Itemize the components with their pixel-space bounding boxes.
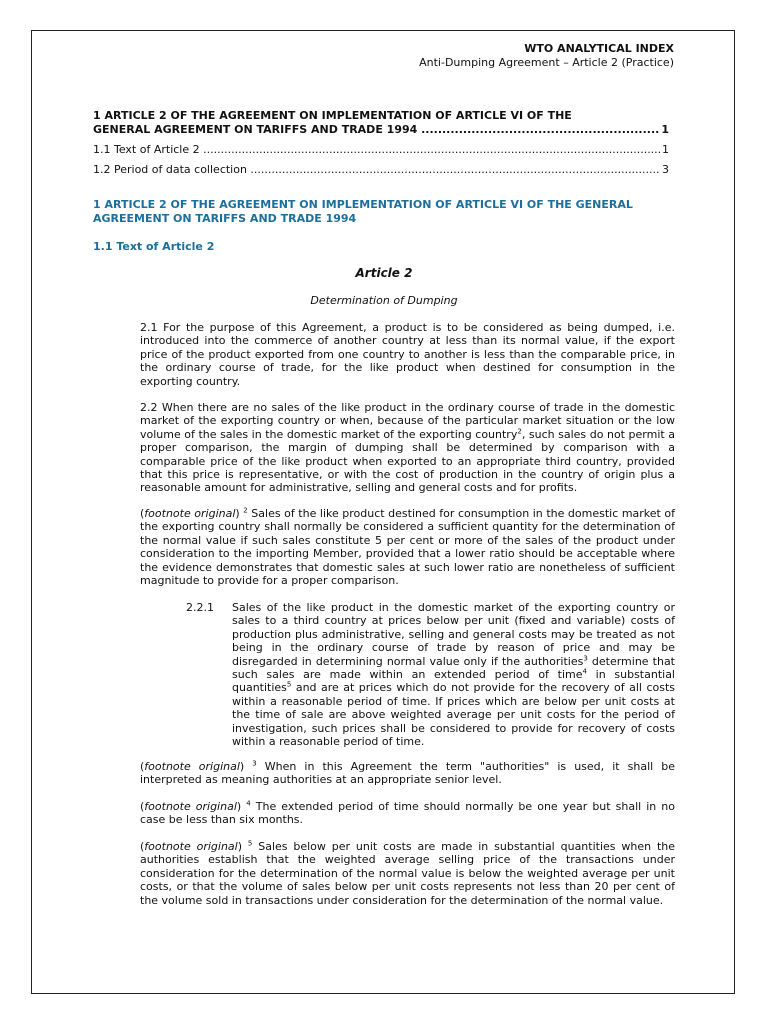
article-subtitle: Determination of Dumping — [310, 294, 458, 307]
paragraph-text: in substantial quantities — [232, 668, 675, 695]
toc-item-page: 1 — [662, 143, 669, 156]
toc-main-page: 1 — [661, 123, 669, 136]
footnote-number: 5 — [247, 839, 253, 848]
footnote-text: The extended period of time should normally be one year but shall in no case be less than six months. — [140, 800, 675, 827]
toc-main-line1: 1 ARTICLE 2 OF THE AGREEMENT ON IMPLEMENTATION OF ARTICLE VI OF THE — [93, 109, 572, 122]
footnote-text: Sales of the like product destined for consumption in the domestic market of the exporting country shall normally be considered a sufficient quantity for the determination of the normal value if such sales constitute 5 per cent or more of the sales of the product under consideration to the importing Member, provided that a lower ratio should be acceptable where the evidence demonstrates that domestic sales at such lower ratio are nonetheless of sufficient magnitude to provide for a proper comparison. — [140, 507, 676, 588]
footnote-number: 2 — [243, 506, 248, 515]
header-title: WTO ANALYTICAL INDEX — [524, 42, 674, 55]
footnote-4: (footnote original) $^4$ The extended period of time should normally be one year but shall in no case be less than six months. — [140, 799, 675, 827]
section-heading: 1 ARTICLE 2 OF THE AGREEMENT ON IMPLEMENTATION OF ARTICLE VI OF THE GENERAL AGREEMENT ON TARIFFS AND TRADE 1994 — [93, 198, 633, 225]
paragraph-text: determine that such sales are made within an extended period of time — [232, 654, 675, 682]
table-of-contents — [93, 109, 669, 177]
subsection-heading: 1.1 Text of Article 2 — [93, 240, 215, 253]
paragraph-2-2 — [140, 401, 675, 495]
toc-item-page: 3 — [662, 163, 669, 176]
article-title: Article 2 — [355, 266, 413, 280]
footnote-ref[interactable]: 4 — [582, 667, 587, 676]
footnote-text: When in this Agreement the term "authorities" is used, it shall be interpreted as meaning authorities at an appropriate senior level. — [140, 760, 675, 787]
paragraph-2-2-1 — [186, 601, 675, 748]
paragraph-text: 2.2 When there are no sales of the like product in the ordinary course of trade in the domestic market of the exporting country or when, because of the particular market situation or the low volume of the sales in the domestic market of the exporting country — [140, 401, 675, 441]
paragraph-text: and are at prices which do not provide for the recovery of all costs within a reasonable period of time. If prices which are below per unit costs at the time of sale are above weighted average per unit costs for the period of investigation, such prices shall be considered to provide for recovery of costs within a reasonable period of time. — [232, 681, 675, 749]
toc-item-label: 1.1 Text of Article 2 — [93, 143, 200, 156]
page-header — [419, 42, 674, 70]
footnote-label: footnote original — [144, 760, 240, 773]
footnote-number: 4 — [246, 799, 251, 808]
toc-main-entry[interactable] — [93, 109, 669, 137]
footnote-5: (footnote original) $^5$ Sales below per unit costs are made in substantial quantities when the authorities establish that the weighted average selling price of the transactions under consideration for the determination of the normal value is below the weighted average per unit costs, or that the volume of sales below per unit costs represents not less than 20 per cent of the volume sold in transactions under consideration for the determination of the normal value. — [140, 839, 676, 907]
footnote-2: (footnote original) $^2$ Sales of the like product destined for consumption in the domestic market of the exporting country shall normally be considered a sufficient quantity for the determination of the normal value if such sales constitute 5 per cent or more of the sales of the product under consideration to the importing Member, provided that a lower ratio should be acceptable where the evidence demonstrates that domestic sales at such lower ratio are nonetheless of sufficient magnitude to provide for a proper comparison. — [140, 506, 676, 588]
toc-item-period-of-data-collection[interactable] — [93, 163, 669, 177]
footnote-number: 3 — [252, 759, 257, 768]
footnote-3: (footnote original) $^3$ When in this Agreement the term "authorities" is used, it shall be interpreted as meaning authorities at an appropriate senior level. — [140, 759, 675, 787]
footnote-ref[interactable]: 2 — [517, 427, 522, 436]
paragraph-text: Sales of the like product in the domestic market of the exporting country or sales to a third country at prices below per unit (fixed and variable) costs of production plus administrative, selling and general costs may be treated as not being in the ordinary course of trade by reason of price and may be disregarded in determining normal value only if the authorities — [232, 601, 675, 668]
toc-item-label: 1.2 Period of data collection — [93, 163, 247, 176]
header-subtitle: Anti-Dumping Agreement – Article 2 (Practice) — [419, 56, 674, 69]
footnote-text: Sales below per unit costs are made in substantial quantities when the authorities establish that the weighted average selling price of the transactions under consideration for the determination of the normal value is below the weighted average per unit costs, or that the volume of sales below per unit costs represents not less than 20 per cent of the volume sold in transactions under consideration for the determination of the normal value. — [140, 840, 676, 907]
toc-main-line2: GENERAL AGREEMENT ON TARIFFS AND TRADE 1994 — [93, 123, 418, 136]
footnote-label: footnote original — [144, 840, 238, 853]
toc-item-text-of-article-2[interactable] — [93, 143, 669, 157]
footnote-label: footnote original — [144, 800, 237, 813]
footnote-ref[interactable]: 5 — [286, 680, 292, 689]
paragraph-2-1: 2.1 For the purpose of this Agreement, a product is to be considered as being dumped, i.e. introduced into the commerce of another country at less than its normal value, if the export price of the product exported from one country to another is less than the comparable price, in the ordinary course of trade, for the like product when destined for consumption in the exporting country. — [140, 321, 675, 388]
footnote-label: footnote original — [144, 507, 236, 520]
footnote-ref[interactable]: 3 — [583, 653, 588, 662]
paragraph-text: , such sales do not permit a proper comparison, the margin of dumping shall be determined by comparison with a comparable price of the like product when exported to an appropriate third country, provided that this price is representative, or with the cost of production in the country of origin plus a reasonable amount for administrative, selling and general costs and for profits. — [140, 427, 676, 495]
paragraph-number: 2.2.1 — [186, 601, 214, 614]
